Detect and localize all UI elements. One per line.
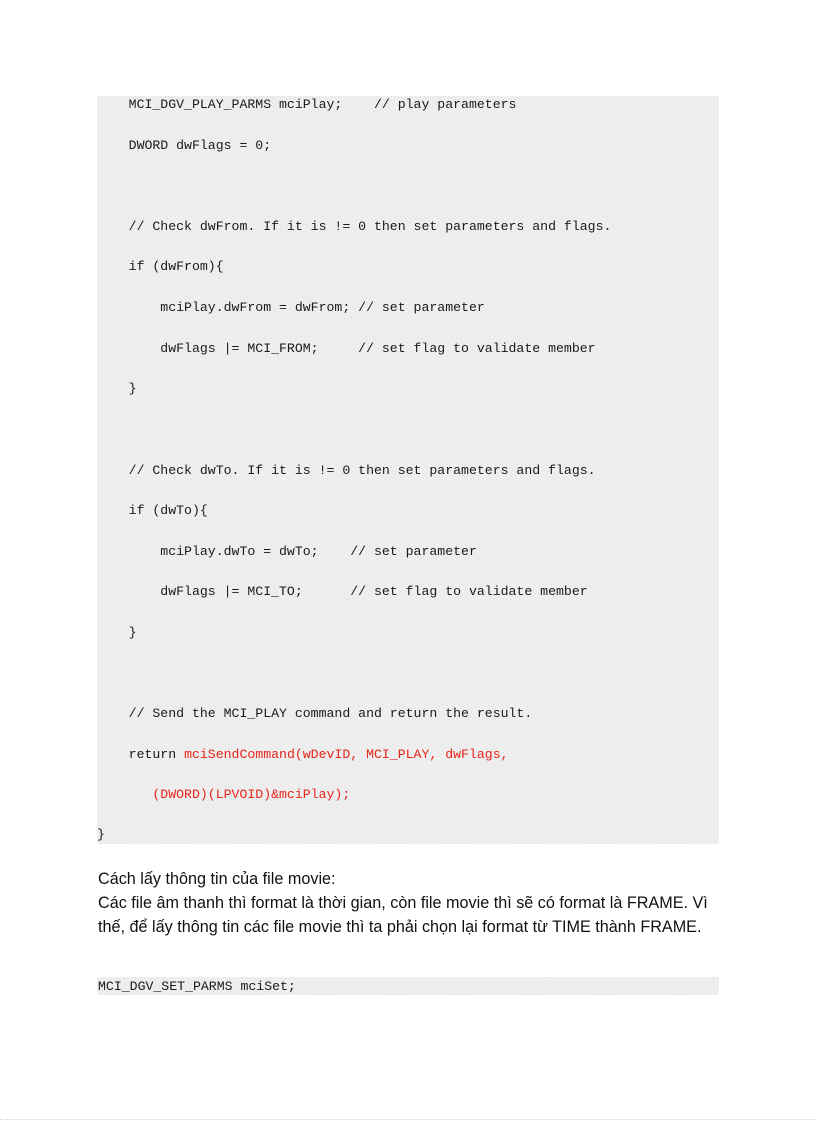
code-line: mciPlay.dwFrom = dwFrom; // set parameter — [97, 300, 485, 315]
code-line: // Check dwTo. If it is != 0 then set parameters and flags. — [97, 463, 596, 478]
code-line: if (dwTo){ — [97, 503, 208, 518]
code-line: dwFlags |= MCI_TO; // set flag to validate member — [97, 584, 588, 599]
code-line: mciPlay.dwTo = dwTo; // set parameter — [97, 544, 477, 559]
code-line-continuation: (DWORD)(LPVOID)&mciPlay); — [97, 787, 351, 802]
code-line: dwFlags |= MCI_FROM; // set flag to validate member — [97, 341, 596, 356]
code-block-play — [97, 96, 719, 844]
send-command-call: mciSendCommand(wDevID, MCI_PLAY, dwFlags, — [184, 747, 509, 762]
section-heading: Cách lấy thông tin của file movie: — [98, 870, 336, 888]
page-footer-rule — [0, 1119, 816, 1120]
code-line: // Check dwFrom. If it is != 0 then set parameters and flags. — [97, 219, 612, 234]
code-line: // Send the MCI_PLAY command and return the result. — [97, 706, 533, 721]
code-line: if (dwFrom){ — [97, 259, 224, 274]
code-block-set — [97, 977, 719, 995]
code-line-return — [97, 747, 509, 763]
prose-section — [98, 868, 728, 939]
section-paragraph: Các file âm thanh thì format là thời gian, còn file movie thì sẽ có format là FRAME. Vì thế, để lấy thông tin các file movie thì ta phải chọn lại format từ TIME thành FRAME. — [98, 893, 708, 936]
code-line: MCI_DGV_PLAY_PARMS mciPlay; // play parameters — [97, 97, 517, 112]
code-line: DWORD dwFlags = 0; — [97, 138, 272, 153]
code-line: } — [97, 625, 137, 640]
return-keyword: return — [97, 747, 185, 762]
code-line: } — [97, 381, 137, 396]
code-line-closing-brace: } — [97, 827, 105, 842]
code-line: MCI_DGV_SET_PARMS mciSet; — [98, 979, 296, 994]
